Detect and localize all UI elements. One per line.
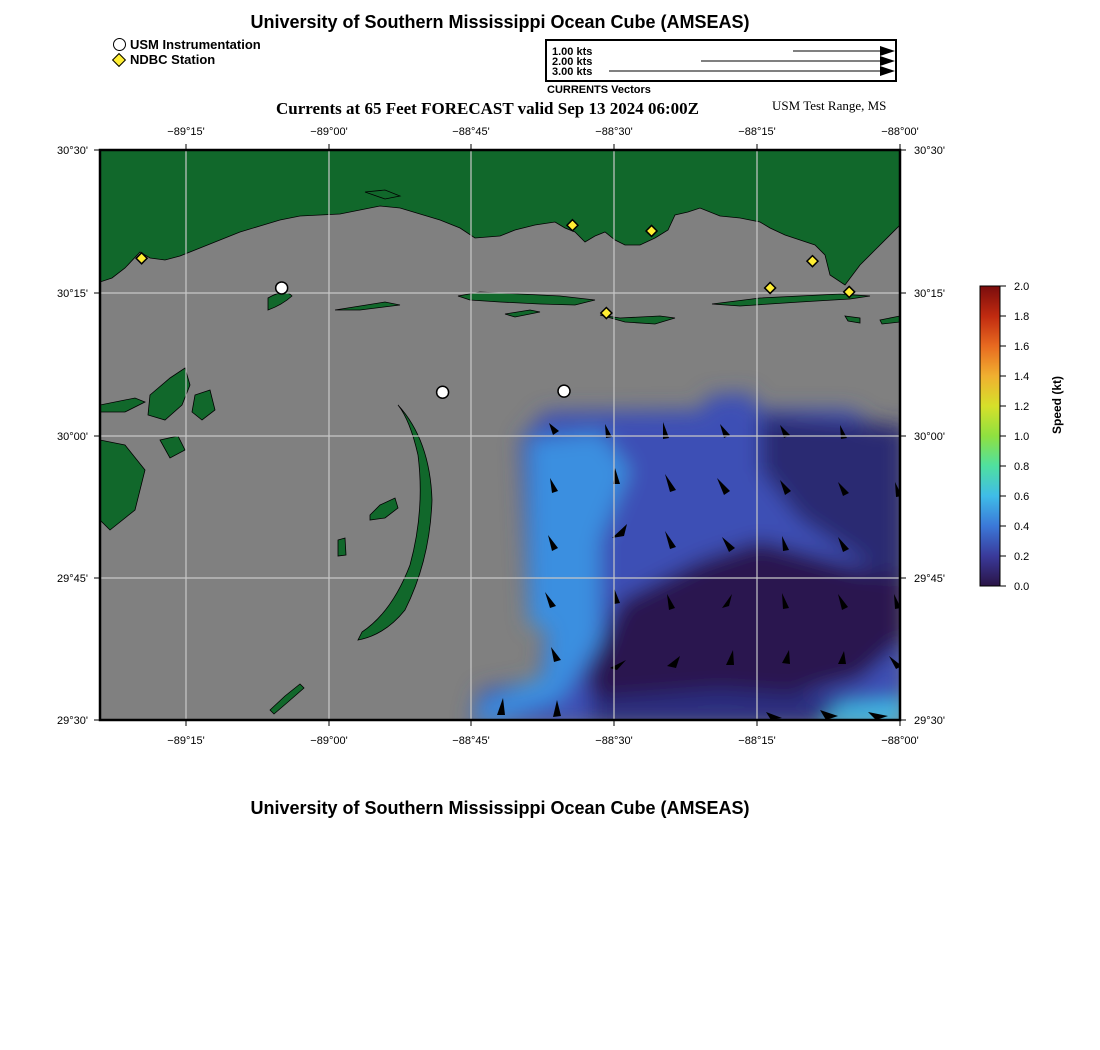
footer-title: University of Southern Mississippi Ocean Cube (AMSEAS) bbox=[250, 798, 750, 818]
lon-label-top: −88°15' bbox=[738, 126, 776, 138]
lon-label-bottom: −89°15' bbox=[167, 735, 205, 747]
lat-label-left: 29°45' bbox=[57, 573, 88, 585]
lat-labels-right bbox=[914, 145, 945, 727]
colorbar-tick-label: 0.2 bbox=[1014, 551, 1030, 563]
lon-label-bottom: −88°30' bbox=[595, 735, 633, 747]
usm-instrument-marker bbox=[276, 282, 288, 294]
colorbar-ramp bbox=[980, 286, 1000, 586]
legend-usm-label: USM Instrumentation bbox=[130, 37, 261, 52]
lat-label-right: 30°15' bbox=[914, 288, 945, 300]
lon-label-bottom: −88°15' bbox=[738, 735, 776, 747]
colorbar-tick-label: 0.0 bbox=[1014, 581, 1030, 593]
usm-instrument-marker bbox=[437, 386, 449, 398]
lon-label-bottom: −88°00' bbox=[881, 735, 919, 747]
colorbar-tick-label: 1.0 bbox=[1014, 431, 1030, 443]
forecast-subtitle: Currents at 65 Feet FORECAST valid Sep 13 2024 06:00Z bbox=[276, 99, 699, 118]
lat-label-left: 30°30' bbox=[57, 145, 88, 157]
colorbar-labels bbox=[1014, 281, 1029, 593]
colorbar-tick-label: 1.2 bbox=[1014, 401, 1030, 413]
lon-labels-bottom bbox=[167, 735, 918, 747]
lon-label-top: −89°15' bbox=[167, 126, 205, 138]
colorbar-tick-label: 0.6 bbox=[1014, 491, 1030, 503]
colorbar-tick-label: 1.6 bbox=[1014, 341, 1030, 353]
region-label: USM Test Range, MS bbox=[772, 98, 887, 113]
colorbar-ticks bbox=[1000, 286, 1006, 586]
lat-label-right: 29°30' bbox=[914, 715, 945, 727]
colorbar-tick-label: 1.8 bbox=[1014, 311, 1030, 323]
lat-label-left: 29°30' bbox=[57, 715, 88, 727]
map-title: University of Southern Mississippi Ocean Cube (AMSEAS) bbox=[250, 12, 750, 32]
lat-label-right: 29°45' bbox=[914, 573, 945, 585]
lon-label-top: −88°45' bbox=[452, 126, 490, 138]
lon-label-bottom: −89°00' bbox=[310, 735, 348, 747]
colorbar-tick-label: 2.0 bbox=[1014, 281, 1030, 293]
lat-label-right: 30°30' bbox=[914, 145, 945, 157]
colorbar-tick-label: 1.4 bbox=[1014, 371, 1030, 383]
colorbar-tick-label: 0.8 bbox=[1014, 461, 1030, 473]
colorbar-title: Speed (kt) bbox=[1050, 375, 1064, 434]
lon-labels-top bbox=[167, 126, 918, 138]
map-area bbox=[100, 150, 905, 725]
vector-scale-label-3: 3.00 kts bbox=[552, 66, 593, 78]
lat-label-left: 30°15' bbox=[57, 288, 88, 300]
vector-scale-caption: CURRENTS Vectors bbox=[547, 84, 651, 96]
lat-labels-left bbox=[57, 145, 88, 727]
lon-label-top: −89°00' bbox=[310, 126, 348, 138]
vector-scale-label-2: 2.00 kts bbox=[552, 56, 593, 68]
lon-label-bottom: −88°45' bbox=[452, 735, 490, 747]
lat-label-left: 30°00' bbox=[57, 431, 88, 443]
colorbar-tick-label: 0.4 bbox=[1014, 521, 1030, 533]
lon-label-top: −88°00' bbox=[881, 126, 919, 138]
legend-ndbc-label: NDBC Station bbox=[130, 52, 216, 67]
usm-instrument-marker bbox=[558, 385, 570, 397]
vector-scale-label-1: 1.00 kts bbox=[552, 46, 593, 58]
lon-label-top: −88°30' bbox=[595, 126, 633, 138]
lat-label-right: 30°00' bbox=[914, 431, 945, 443]
